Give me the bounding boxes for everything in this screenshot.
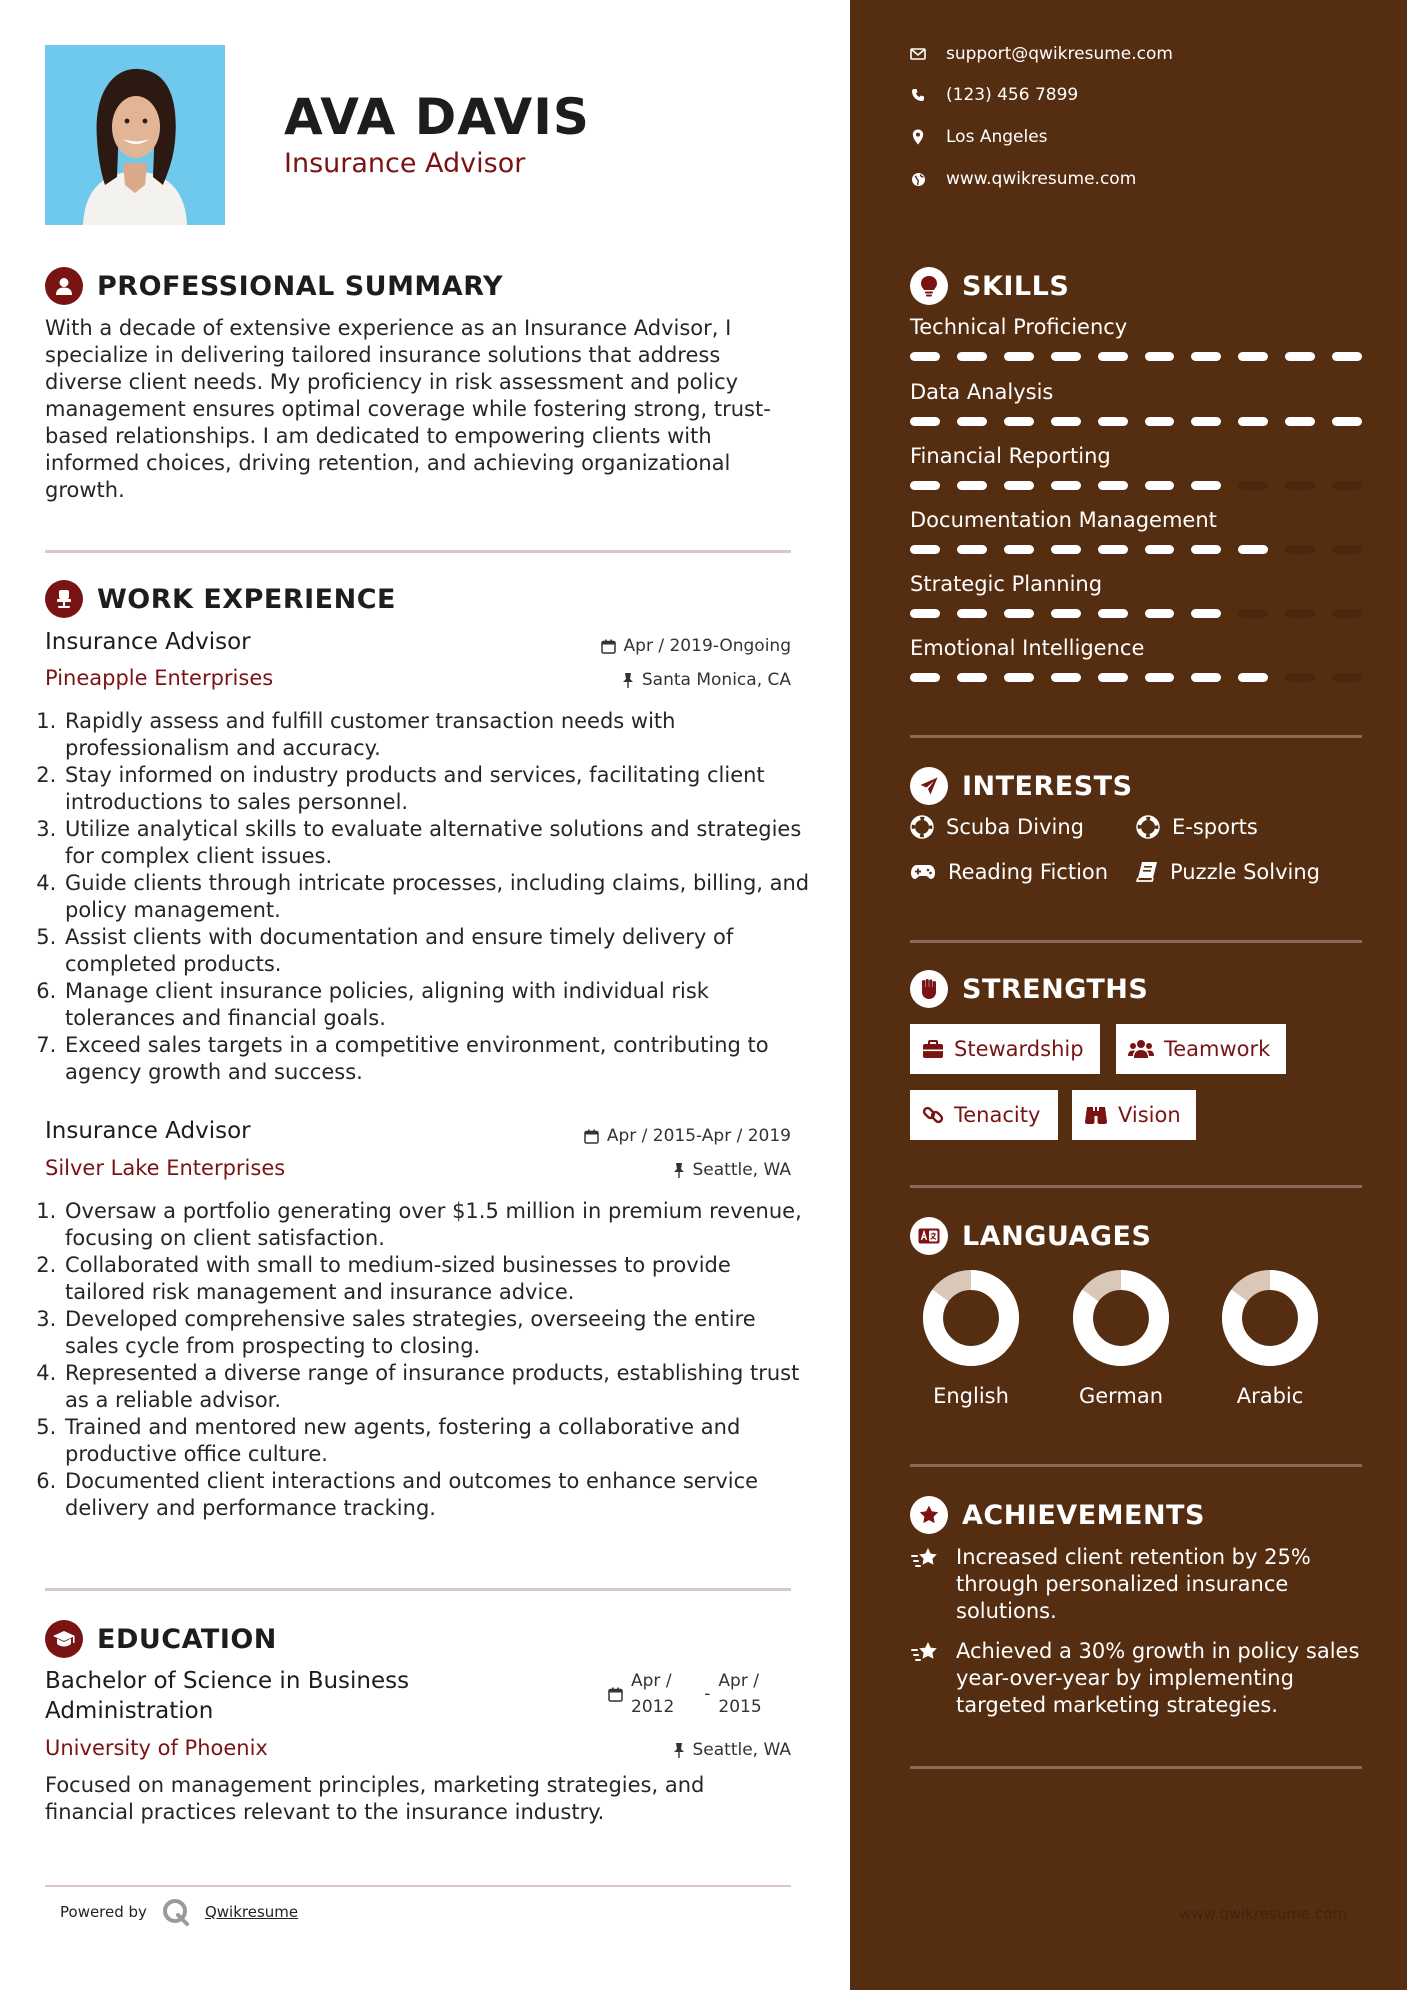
skill-dash-filled [1191, 481, 1221, 490]
skill-dash-empty [1285, 481, 1315, 490]
profile-photo [45, 45, 225, 225]
divider [910, 735, 1362, 738]
phone-icon [910, 88, 926, 102]
contact-phone-text: (123) 456 7899 [946, 85, 1079, 105]
job-bullets [45, 1198, 813, 1522]
education-heading-label: EDUCATION [97, 1623, 277, 1655]
bullet: 6. Documented client interactions and outcomes to enhance service delivery and performance tracking. [63, 1468, 813, 1522]
skill-dash-filled [1004, 352, 1034, 361]
bullet: 5. Assist clients with documentation and ensure timely delivery of completed products. [63, 924, 813, 978]
bullet: 5. Trained and mentored new agents, fostering a collaborative and productive office culture. [63, 1414, 813, 1468]
interest-label: Scuba Diving [946, 815, 1084, 839]
users-icon [1128, 1039, 1154, 1059]
skill-item [910, 315, 1362, 361]
skill-dash-filled [1098, 609, 1128, 618]
skill-level-meter [910, 545, 1362, 554]
end-year: 2015 [718, 1697, 762, 1717]
achievements-heading [910, 1496, 1205, 1534]
skill-dash-filled [1051, 609, 1081, 618]
skill-item [910, 508, 1362, 554]
skill-name: Documentation Management [910, 508, 1217, 532]
qwikresume-link[interactable]: Qwikresume [204, 1903, 299, 1921]
skill-name: Financial Reporting [910, 444, 1111, 468]
interest-item [1136, 860, 1320, 884]
skill-dash-filled [1145, 417, 1175, 426]
contact-phone[interactable] [910, 85, 1078, 105]
interests-heading-label: INTERESTS [962, 770, 1133, 802]
job-location [673, 1160, 792, 1180]
link-icon [922, 1104, 944, 1126]
skill-item [910, 444, 1362, 490]
strength-label: Teamwork [1164, 1037, 1271, 1061]
skill-dash-filled [1145, 609, 1175, 618]
bullet: 1. Rapidly assess and fulfill customer transaction needs with professionalism and accuracy. [63, 708, 813, 762]
start-month: Apr / [631, 1671, 672, 1691]
sidebar [850, 0, 1407, 1990]
education-location-text: Seattle, WA [692, 1740, 791, 1760]
degree-line-1: Bachelor of Science in Business [45, 1668, 410, 1694]
languages-heading [910, 1217, 1151, 1255]
skill-dash-filled [1145, 673, 1175, 682]
skill-dash-filled [1004, 417, 1034, 426]
skill-dash-filled [1285, 352, 1315, 361]
contact-location [910, 127, 1048, 147]
map-marker-icon [910, 129, 926, 145]
bullet: 6. Manage client insurance policies, aligning with individual risk tolerances and financial goals. [63, 978, 813, 1032]
skill-dash-filled [910, 673, 940, 682]
job-location-text: Seattle, WA [692, 1160, 791, 1180]
skill-dash-filled [910, 609, 940, 618]
language-item [1061, 1268, 1181, 1408]
job-location [622, 670, 791, 690]
pin-icon [622, 672, 634, 688]
skill-dash-filled [1098, 417, 1128, 426]
achievement-item [910, 1544, 1370, 1625]
fist-icon [910, 970, 948, 1008]
envelope-icon [910, 48, 926, 60]
achievement-text [956, 1544, 1311, 1625]
language-level-ring [1071, 1268, 1171, 1368]
skill-name: Emotional Intelligence [910, 636, 1145, 660]
skill-dash-filled [1332, 352, 1362, 361]
languages-heading-label: LANGUAGES [962, 1220, 1152, 1252]
skill-level-meter [910, 352, 1362, 361]
skill-dash-filled [1238, 673, 1268, 682]
company-name: Pineapple Enterprises [45, 666, 274, 690]
skill-dash-empty [1285, 673, 1315, 682]
education-end [718, 1668, 761, 1720]
skill-dash-filled [1098, 545, 1128, 554]
skill-dash-filled [957, 609, 987, 618]
job-title: Insurance Advisor [45, 629, 251, 655]
skill-dash-filled [1004, 545, 1034, 554]
bullet: 3. Utilize analytical skills to evaluate alternative solutions and strategies for complex client issues. [63, 816, 813, 870]
language-level-ring [921, 1268, 1021, 1368]
summary-text: With a decade of extensive experience as an Insurance Advisor, I specialize in delivering tailored insurance solutions that address diverse client needs. My proficiency in risk assessment and policy management ensures optimal coverage while fostering strong, trust-based relationships. I am dedicated to empowering clients with informed choices, driving retention, and achieving organizational growth. [45, 316, 771, 502]
achievement-text [956, 1638, 1359, 1719]
skill-name: Technical Proficiency [910, 315, 1128, 339]
skill-dash-filled [1145, 545, 1175, 554]
bullet: 2. Stay informed on industry products and services, facilitating client introductions to sales personnel. [63, 762, 813, 816]
skill-dash-filled [1051, 545, 1081, 554]
strength-chip [1072, 1090, 1196, 1140]
achievement-line: targeted marketing strategies. [956, 1693, 1278, 1717]
interest-item [910, 860, 1108, 884]
skill-dash-filled [1145, 352, 1175, 361]
strength-label: Vision [1118, 1103, 1181, 1127]
globe-icon [910, 172, 926, 187]
skill-item [910, 572, 1362, 618]
briefcase-icon [922, 1040, 944, 1059]
strength-chip [910, 1090, 1058, 1140]
skill-dash-empty [1332, 609, 1362, 618]
qwikresume-logo-icon [161, 1897, 191, 1927]
job-title: Insurance Advisor [45, 1118, 251, 1144]
watermark: www.qwikresume.com [1179, 1905, 1347, 1923]
skill-dash-empty [1332, 545, 1362, 554]
gamepad-icon [910, 863, 936, 881]
experience-heading-label: WORK EXPERIENCE [97, 583, 396, 615]
translate-icon [910, 1217, 948, 1255]
skill-dash-empty [1238, 609, 1268, 618]
strength-label: Tenacity [954, 1103, 1041, 1127]
strength-chip [910, 1024, 1100, 1074]
skill-dash-filled [1004, 481, 1034, 490]
achievement-line: solutions. [956, 1599, 1057, 1623]
powered-by-text: Powered by [60, 1903, 147, 1921]
skill-dash-filled [1051, 417, 1081, 426]
candidate-name: AVA DAVIS [284, 88, 590, 146]
skill-dash-filled [1004, 609, 1034, 618]
graduation-cap-icon [45, 1620, 83, 1658]
divider [45, 550, 791, 553]
job-dates [601, 636, 791, 656]
strength-chip [1116, 1024, 1286, 1074]
skill-name: Strategic Planning [910, 572, 1103, 596]
company-name: Silver Lake Enterprises [45, 1156, 286, 1180]
job-dates [584, 1126, 791, 1146]
interest-label: E-sports [1172, 815, 1258, 839]
achievement-line: Increased client retention by 25% [956, 1545, 1311, 1569]
skill-item [910, 380, 1362, 426]
language-item [911, 1268, 1031, 1408]
calendar-icon [584, 1129, 599, 1144]
interest-item [910, 815, 1084, 839]
start-year: 2012 [631, 1697, 675, 1717]
skill-level-meter [910, 417, 1362, 426]
skill-dash-filled [957, 352, 987, 361]
skills-heading-label: SKILLS [962, 270, 1070, 302]
interest-label: Puzzle Solving [1170, 860, 1320, 884]
job-location-text: Santa Monica, CA [641, 670, 791, 690]
strength-label: Stewardship [954, 1037, 1084, 1061]
skill-dash-filled [957, 417, 987, 426]
education-location [673, 1740, 792, 1760]
skill-dash-filled [1098, 481, 1128, 490]
bullet: 1. Oversaw a portfolio generating over $1.5 million in premium revenue, focusing on client satisfaction. [63, 1198, 813, 1252]
bullet: 3. Developed comprehensive sales strategies, overseeing the entire sales cycle from prospecting to closing. [63, 1306, 813, 1360]
skill-level-meter [910, 481, 1362, 490]
shooting-star-icon [910, 1544, 940, 1625]
language-item [1210, 1268, 1330, 1408]
achievement-item [910, 1638, 1370, 1719]
office-chair-icon [45, 580, 83, 618]
pin-icon [673, 1162, 685, 1178]
skill-dash-empty [1285, 609, 1315, 618]
skill-dash-filled [1332, 417, 1362, 426]
language-name: English [933, 1384, 1009, 1408]
skill-dash-filled [910, 417, 940, 426]
skill-dash-empty [1332, 481, 1362, 490]
skill-dash-filled [910, 481, 940, 490]
education-description: Focused on management principles, marketing strategies, and financial practices relevant to the insurance industry. [45, 1773, 705, 1824]
achievement-line: through personalized insurance [956, 1572, 1289, 1596]
skill-dash-filled [910, 545, 940, 554]
life-ring-icon [910, 815, 934, 839]
skill-dash-filled [1051, 673, 1081, 682]
lightbulb-icon [910, 267, 948, 305]
skill-dash-filled [1098, 673, 1128, 682]
skills-heading [910, 267, 1069, 305]
bullet: 4. Guide clients through intricate processes, including claims, billing, and policy management. [63, 870, 813, 924]
divider [910, 940, 1362, 943]
date-separator: - [704, 1684, 711, 1704]
binoculars-icon [1084, 1105, 1108, 1125]
interest-label: Reading Fiction [948, 860, 1109, 884]
star-badge-icon [910, 1496, 948, 1534]
job-dates-text: Apr / 2019-Ongoing [623, 636, 791, 656]
skill-dash-filled [1051, 352, 1081, 361]
skill-dash-filled [1191, 417, 1221, 426]
achievement-line: Achieved a 30% growth in policy sales [956, 1639, 1360, 1663]
job-dates-text: Apr / 2015-Apr / 2019 [606, 1126, 791, 1146]
job-bullets [45, 708, 813, 1086]
end-month: Apr / [718, 1671, 759, 1691]
contact-location-text: Los Angeles [946, 127, 1048, 147]
skill-dash-filled [1191, 673, 1221, 682]
language-level-ring [1220, 1268, 1320, 1368]
interest-item [1136, 815, 1258, 839]
contact-email-text: support@qwikresume.com [946, 44, 1173, 64]
skill-dash-filled [1004, 673, 1034, 682]
skill-dash-empty [1238, 481, 1268, 490]
skill-dash-filled [957, 481, 987, 490]
skill-dash-filled [1238, 417, 1268, 426]
skill-dash-filled [1238, 545, 1268, 554]
interests-heading [910, 767, 1133, 805]
degree-line-2: Administration [45, 1698, 214, 1724]
achievement-line: year-over-year by implementing [956, 1666, 1294, 1690]
education-start [631, 1668, 674, 1720]
education-heading [45, 1620, 277, 1658]
skill-level-meter [910, 609, 1362, 618]
divider [910, 1464, 1362, 1467]
language-name: Arabic [1236, 1384, 1304, 1408]
summary-heading [45, 267, 503, 305]
skill-name: Data Analysis [910, 380, 1054, 404]
summary-heading-label: PROFESSIONAL SUMMARY [97, 270, 504, 302]
language-name: German [1078, 1384, 1164, 1408]
paper-plane-icon [910, 767, 948, 805]
footer [60, 1897, 298, 1927]
skill-dash-filled [1238, 352, 1268, 361]
calendar-icon [608, 1687, 623, 1702]
calendar-icon [601, 639, 616, 654]
skill-dash-filled [1285, 417, 1315, 426]
skill-dash-filled [1145, 481, 1175, 490]
divider [45, 1885, 791, 1887]
education-dates [608, 1668, 762, 1720]
user-icon [45, 267, 83, 305]
skill-dash-filled [1191, 352, 1221, 361]
book-icon [1136, 861, 1158, 883]
shooting-star-icon [910, 1638, 940, 1719]
skill-dash-filled [1051, 481, 1081, 490]
bullet: 4. Represented a diverse range of insurance products, establishing trust as a reliable advisor. [63, 1360, 813, 1414]
skill-dash-filled [1191, 609, 1221, 618]
achievements-heading-label: ACHIEVEMENTS [962, 1499, 1205, 1531]
contact-website-text: www.qwikresume.com [946, 169, 1137, 189]
skill-item [910, 636, 1362, 682]
contact-website[interactable] [910, 169, 1136, 189]
skill-dash-filled [1191, 545, 1221, 554]
contact-email[interactable] [910, 44, 1173, 64]
bullet: 2. Collaborated with small to medium-sized businesses to provide tailored risk management and insurance advice. [63, 1252, 813, 1306]
life-ring-icon [1136, 815, 1160, 839]
skill-dash-empty [1332, 673, 1362, 682]
pin-icon [673, 1742, 685, 1758]
skill-level-meter [910, 673, 1362, 682]
experience-heading [45, 580, 396, 618]
divider [910, 1185, 1362, 1188]
strengths-heading-label: STRENGTHS [962, 973, 1149, 1005]
strengths-heading [910, 970, 1148, 1008]
divider [45, 1588, 791, 1591]
skill-dash-filled [957, 545, 987, 554]
candidate-title: Insurance Advisor [284, 148, 526, 179]
skill-dash-filled [957, 673, 987, 682]
skill-dash-filled [1098, 352, 1128, 361]
divider [910, 1766, 1362, 1769]
bullet: 7. Exceed sales targets in a competitive environment, contributing to agency growth and success. [63, 1032, 813, 1086]
school-name: University of Phoenix [45, 1736, 268, 1760]
skill-dash-filled [910, 352, 940, 361]
skill-dash-empty [1285, 545, 1315, 554]
